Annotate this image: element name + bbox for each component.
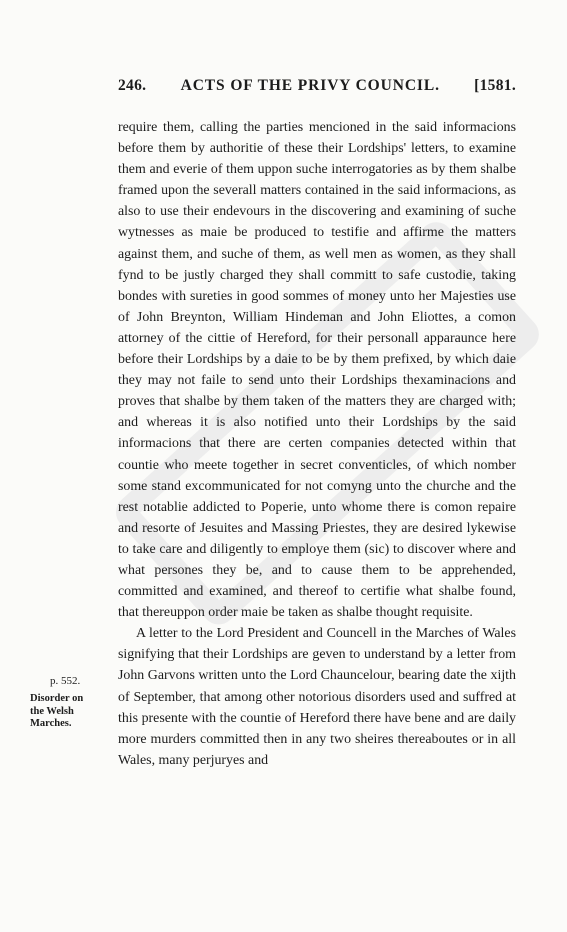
paragraph-continued: require them, calling the parties mencioned in the said informacions before them by authoritie of these their Lordships' letters, to examine them and everie of them uppon suche interrogatories as by them shalbe framed upon the severall matters contained in the said informacions, as also to use their endevours in the discovering and examining of suche wytnesses as maie be produced to testifie and affirme the matters against them, and suche of them, as well men as women, as they shall fynd to be justly charged they shall committ to safe custodie, taking bondes with sureties in good sommes of money unto her Majesties use of John Breynton, William Hindeman and John Eliottes, a comon attorney of the cittie of Hereford, for their personall apparaunce here before their Lordships by a daie to be by them prefixed, by which daie they may not faile to send unto their Lordships thexaminacions and proves that shalbe by them taken of the matters they are charged with; and whereas it is also notified unto their Lordships by the said informacions that there are certen companies detected within that countie who meete together in secret conventicles, of which nomber some stand excommunicated for not comyng unto the churche and the rest notablie addicted to Poperie, unto whome there is comon repaire and resorte of Jesuites and Massing Priestes, they are desired lykewise to take care and diligently to employe them (sic) to discover where and what persones they be, and to cause them to be apprehended, committed and examined, and thereof to certifie what shalbe found, that thereuppon order maie be taken as shalbe thought requisite. bbox=[118, 120, 516, 621]
sidenote-line: Disorder on bbox=[30, 693, 84, 704]
margin-sidenote bbox=[30, 693, 102, 731]
paragraph-letter-lord-president: A letter to the Lord President and Councell in the Marches of Wales signifying that their Lordships are geven to understand by a letter from John Garvons written unto the Lord Chauncelour, bearing date the xijth of September, that among other notorious disorders used and suffred at this presente with the countie of Hereford there have bene and are daily more murders committed then in any two sheires thereaboutes or in all Wales, many perjuryes and bbox=[118, 626, 516, 768]
margin-page-reference: p. 552. bbox=[50, 675, 81, 687]
header-year: [1581. bbox=[474, 77, 516, 94]
sidenote-line: Marches. bbox=[30, 718, 72, 729]
main-text-column bbox=[118, 117, 516, 771]
margin-notes bbox=[30, 675, 110, 731]
running-header bbox=[118, 77, 516, 101]
sidenote-line: the Welsh bbox=[30, 705, 74, 717]
running-title: ACTS OF THE PRIVY COUNCIL. bbox=[180, 77, 440, 94]
page-number: 246. bbox=[118, 77, 147, 94]
